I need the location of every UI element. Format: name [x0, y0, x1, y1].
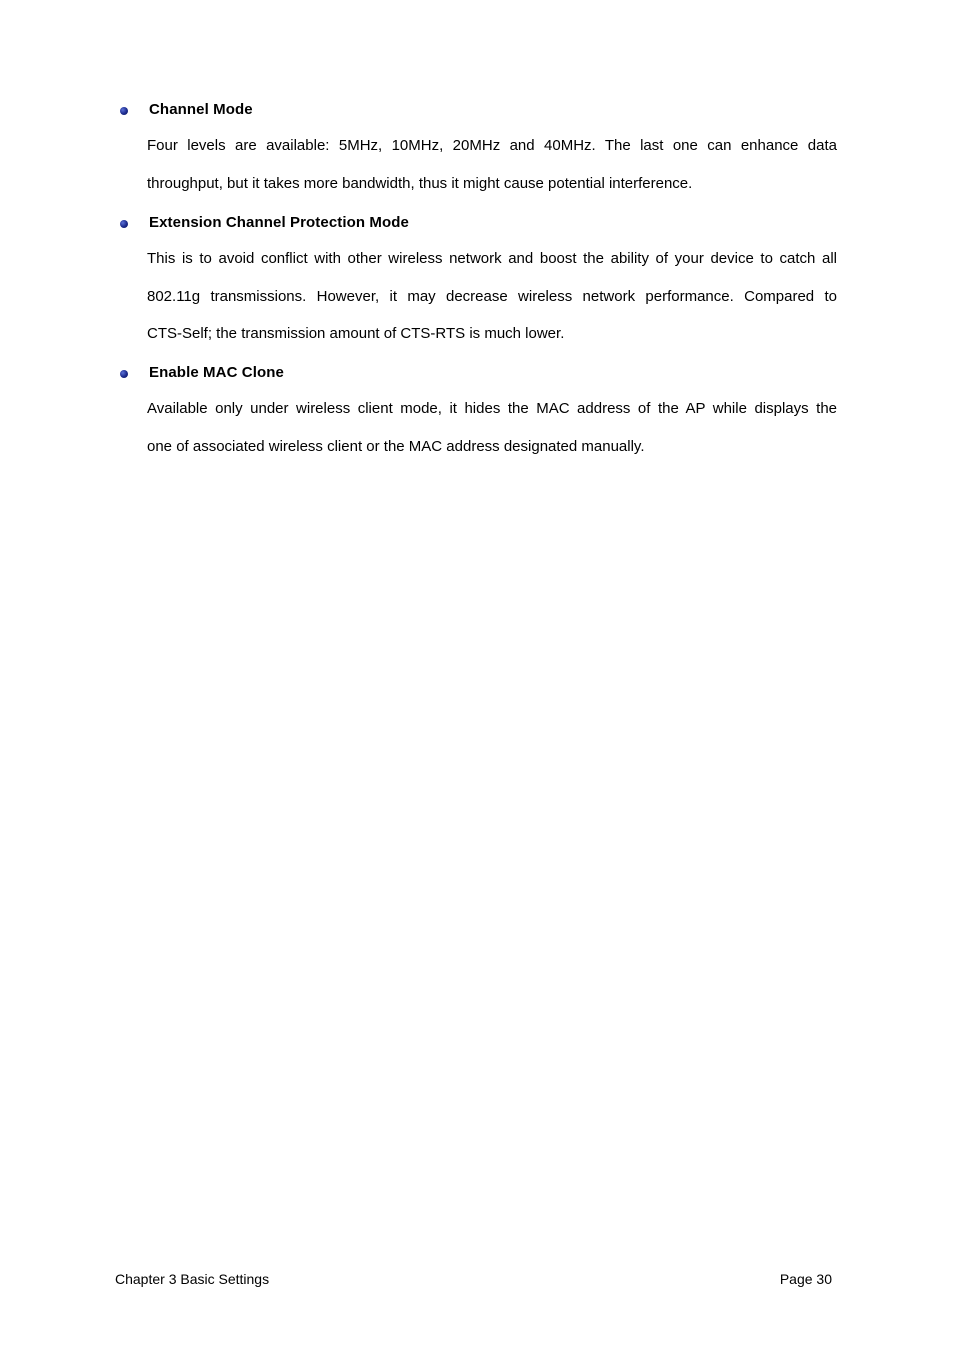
paragraph-extension-channel-protection-mode [147, 240, 837, 353]
paragraph-line: Available only under wireless client mode, it hides the MAC address of the AP while displays the [147, 400, 837, 417]
paragraph-line: This is to avoid conflict with other wireless network and boost the ability of your device to catch all [147, 250, 837, 267]
paragraph-channel-mode [147, 127, 837, 202]
paragraph-line: throughput, but it takes more bandwidth, thus it might cause potential interference. [147, 174, 693, 192]
paragraph-enable-mac-clone [147, 390, 837, 465]
heading-text: Extension Channel Protection Mode [149, 213, 409, 231]
bullet-icon [120, 370, 128, 378]
footer-page-number: Page 30 [779, 1271, 832, 1287]
section-heading-extension-channel-protection-mode [120, 211, 409, 233]
paragraph-line: Four levels are available: 5MHz, 10MHz, 20MHz and 40MHz. The last one can enhance data [147, 137, 837, 154]
section-heading-enable-mac-clone [120, 361, 284, 383]
section-heading-channel-mode [120, 98, 253, 120]
paragraph-line: CTS-Self; the transmission amount of CTS-RTS is much lower. [147, 325, 565, 342]
paragraph-line: one of associated wireless client or the MAC address designated manually. [147, 437, 645, 455]
bullet-icon [120, 220, 128, 228]
footer-chapter: Chapter 3 Basic Settings [115, 1271, 270, 1287]
heading-text: Enable MAC Clone [149, 363, 284, 381]
paragraph-line: 802.11g transmissions. However, it may decrease wireless network performance. Compared to [147, 287, 837, 305]
bullet-icon [120, 107, 128, 115]
heading-text: Channel Mode [149, 100, 253, 118]
